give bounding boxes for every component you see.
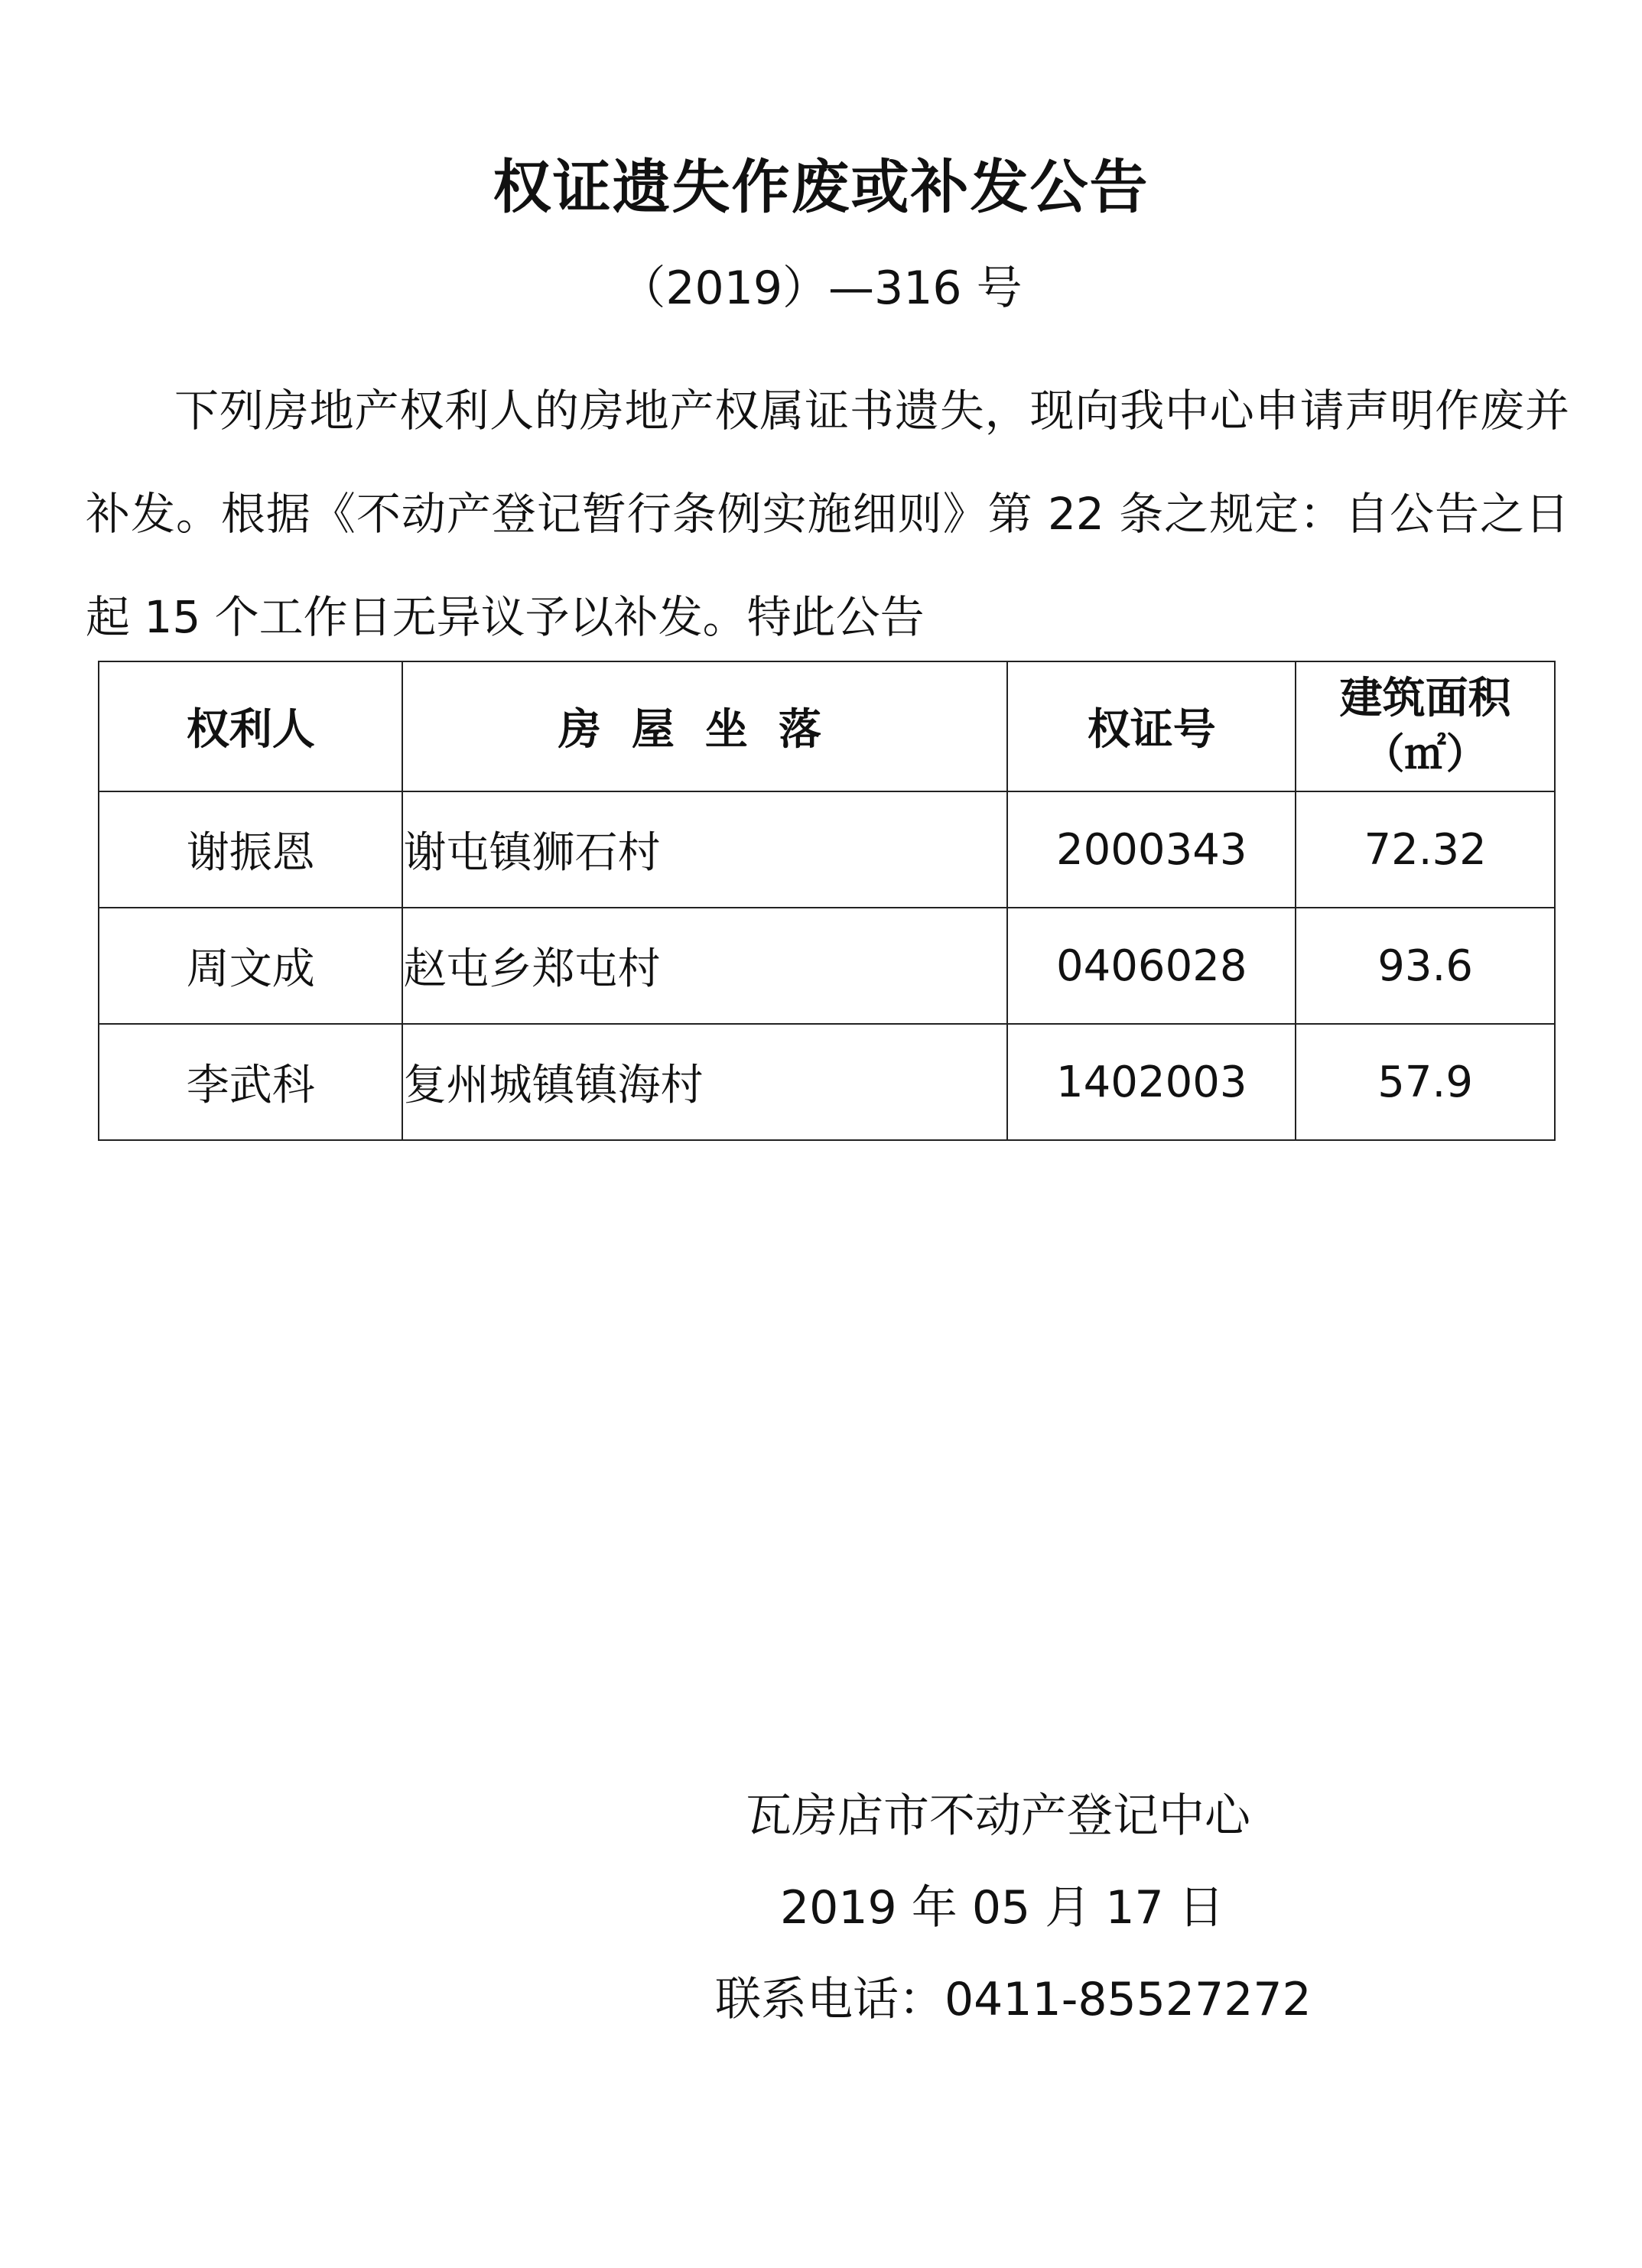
cell-owner: 谢振恩	[99, 791, 402, 908]
header-area-label: 建筑面积	[1339, 674, 1511, 723]
issue-date: 2019 年 05 月 17 日	[780, 1881, 1224, 1935]
notice-body: 下列房地产权利人的房地产权属证书遗失，现向我中心申请声明作废并补发。根据《不动产登记暂行条例实施细则》第 22 条之规定：自公告之日起 15 个工作日无异议予以补发。特此公告	[86, 385, 1569, 643]
records-table	[98, 661, 1556, 1141]
document-number: （2019）—316 号	[619, 262, 1023, 315]
cell-location: 谢屯镇狮石村	[402, 791, 1007, 908]
issuing-organization: 瓦房店市不动产登记中心	[746, 1789, 1250, 1843]
cell-location: 复州城镇镇海村	[402, 1024, 1007, 1140]
table-row	[99, 1024, 1555, 1140]
header-area-unit: （㎡）	[1363, 729, 1488, 778]
cell-cert-no: 1402003	[1007, 1024, 1296, 1140]
cell-location: 赵屯乡郑屯村	[402, 908, 1007, 1024]
cell-area: 93.6	[1296, 908, 1555, 1024]
cell-owner: 周文成	[99, 908, 402, 1024]
cell-cert-no: 0406028	[1007, 908, 1296, 1024]
notice-title: 权证遗失作废或补发公告	[493, 153, 1149, 221]
cell-cert-no: 2000343	[1007, 791, 1296, 908]
table-row	[99, 908, 1555, 1024]
cell-owner: 李武科	[99, 1024, 402, 1140]
table-header-row	[99, 661, 1555, 791]
header-area	[1296, 661, 1555, 791]
contact-phone: 联系电话：0411-85527272	[715, 1973, 1312, 2026]
header-owner: 权利人	[99, 661, 402, 791]
header-location: 房屋坐落	[402, 661, 1007, 791]
cell-area: 72.32	[1296, 791, 1555, 908]
header-cert-no: 权证号	[1007, 661, 1296, 791]
table-row	[99, 791, 1555, 908]
cell-area: 57.9	[1296, 1024, 1555, 1140]
